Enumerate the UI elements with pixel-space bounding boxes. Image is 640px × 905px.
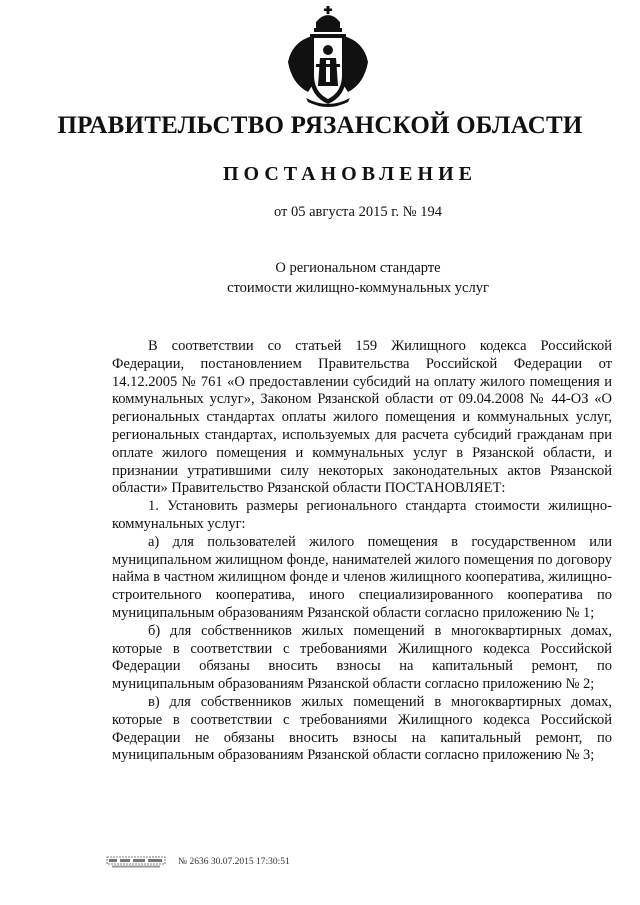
item-1a-paragraph: а) для пользователей жилого помещения в государственном или муниципальном жилищном фонде, нанимателей жилого помещения по договору найма в частном жилищном фонде и членов жилищного кооператива, жилищно-строительного кооператива, иного специализированного кооператива по муниципальным образованиям Рязанской области согласно приложению № 1; — [112, 533, 612, 621]
preamble-paragraph: В соответствии со статьей 159 Жилищного кодекса Российской Федерации, постановлением Правительства Российской Федерации от 14.12.2005 № 761 «О предоставлении субсидий на оплату жилого помещения и коммунальных услуг», Законом Рязанской области от 09.04.2008 № 44-ОЗ «О региональных стандартах оплаты жилого помещения и коммунальных услуг, региональных стандартах, используемых для расчета субсидий гражданам при оплате жилого помещения и коммунальных услуг в Рязанской области, и признании утратившими силу некоторых законодательных актов Рязанской области» Правительство Рязанской области ПОСТАНОВЛЯЕТ: — [112, 338, 612, 497]
government-title: ПРАВИТЕЛЬСТВО РЯЗАНСКОЙ ОБЛАСТИ — [57, 112, 583, 139]
subject-line-2: стоимости жилищно-коммунальных услуг — [227, 280, 489, 296]
document-date-number: от 05 августа 2015 г. № 194 — [273, 204, 443, 220]
coat-of-arms-emblem — [282, 6, 374, 110]
document-type: ПОСТАНОВЛЕНИЕ — [223, 163, 477, 185]
footer — [106, 855, 290, 869]
document-subject — [0, 258, 640, 298]
registration-number: № 2636 30.07.2015 17:30:51 — [178, 857, 290, 867]
subject-line-1: О региональном стандарте — [275, 260, 441, 276]
registration-stamp-icon — [106, 855, 166, 869]
document-body — [112, 338, 612, 765]
item-1b-paragraph: б) для собственников жилых помещений в многоквартирных домах, которые в соответствии с требованиями Жилищного кодекса Российской Федерации обязаны вносить взносы на капитальный ремонт, по муниципальным образованиям Рязанской области согласно приложению № 2; — [112, 622, 612, 693]
item-1c-paragraph: в) для собственников жилых помещений в многоквартирных домах, которые в соответствии с требованиями Жилищного кодекса Российской Федерации не обязаны вносить взносы на капитальный ремонт, по муниципальным образованиям Рязанской области согласно приложению № 3; — [112, 693, 612, 764]
item-1-paragraph: 1. Установить размеры регионального стандарта стоимости жилищно-коммунальных услуг: — [112, 498, 612, 532]
